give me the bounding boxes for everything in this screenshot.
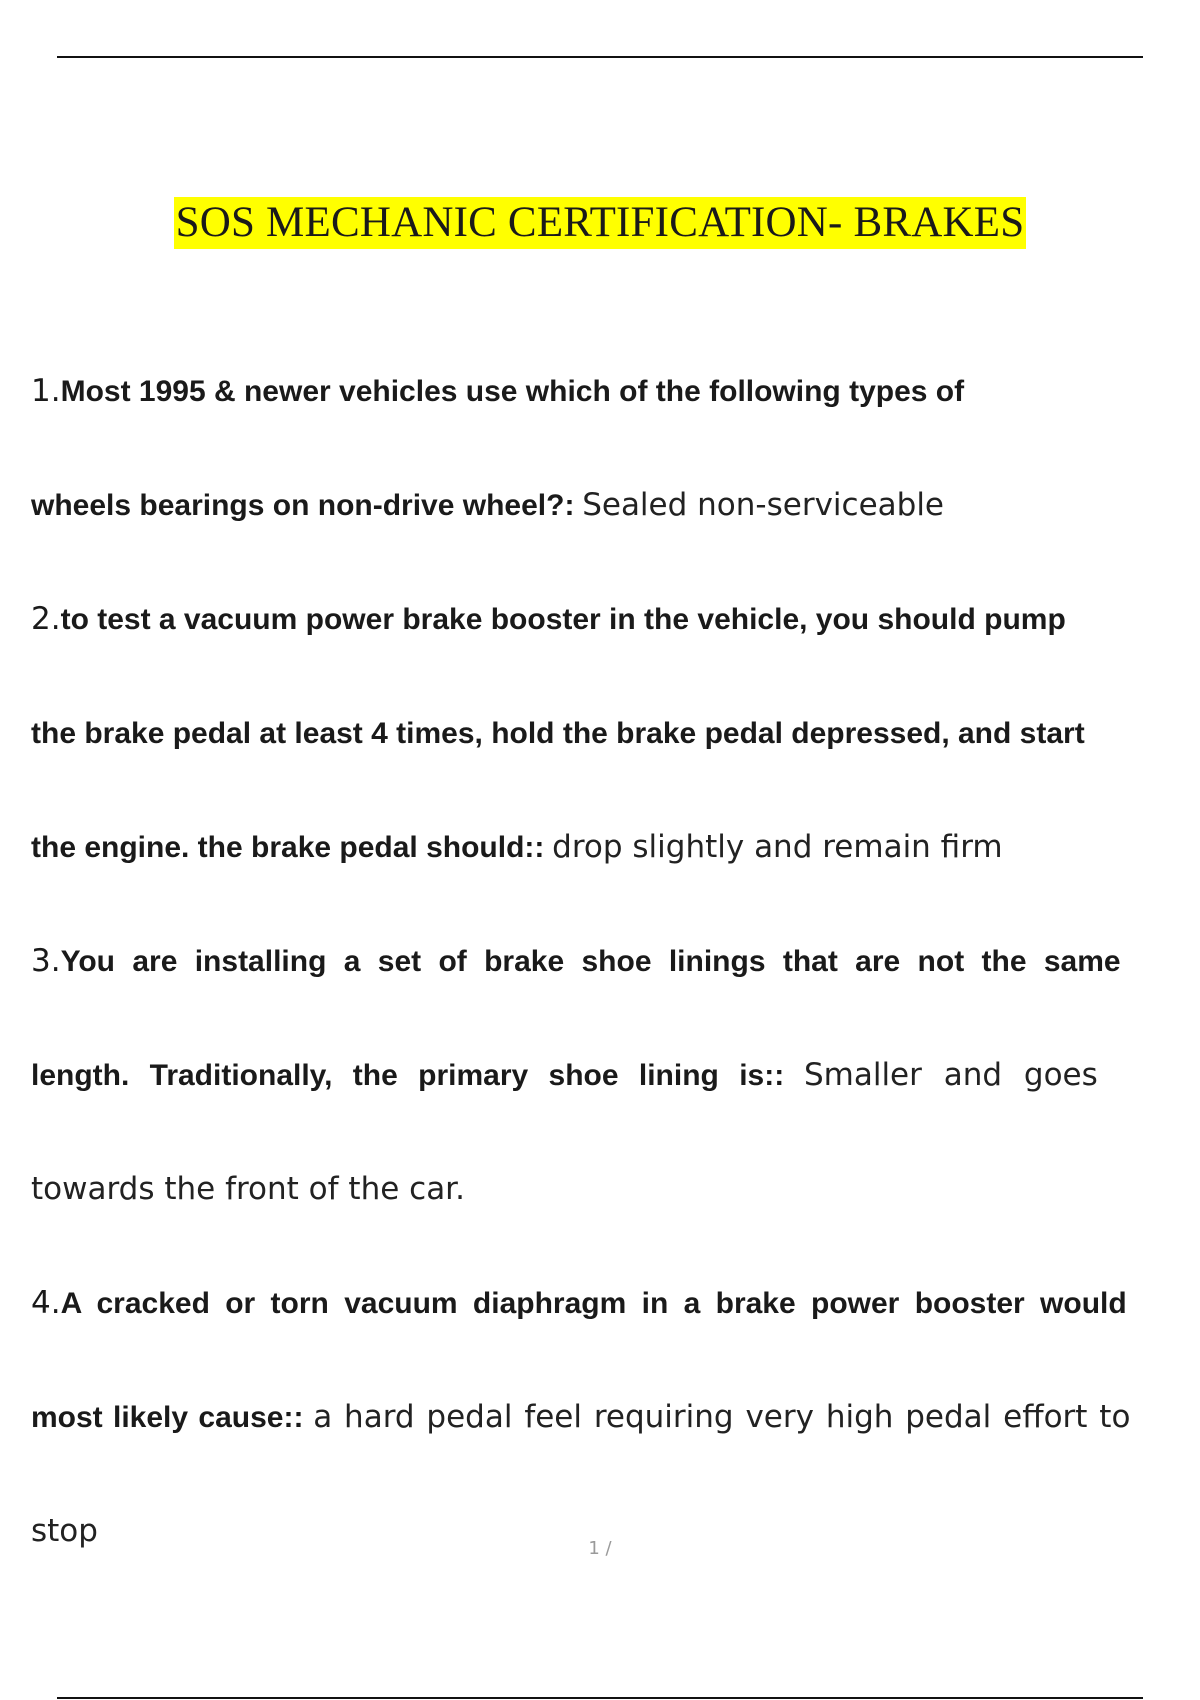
questions-list <box>31 334 1200 1588</box>
question-number: 3. <box>31 943 61 979</box>
title-container <box>0 197 1200 249</box>
question-text: to test a vacuum power brake booster in the vehicle, you should pump <box>60 603 1066 636</box>
question-number: 4. <box>31 1285 61 1321</box>
answer-text: stop <box>31 1513 98 1549</box>
question-text: length. Traditionally, the primary shoe lining is:: <box>31 1059 785 1092</box>
answer-text: towards the front of the car. <box>31 1171 465 1207</box>
question-text: the brake pedal at least 4 times, hold the brake pedal depressed, and start <box>31 717 1085 750</box>
question-number: 1. <box>31 373 61 409</box>
document-title: SOS MECHANIC CERTIFICATION- BRAKES <box>174 197 1027 249</box>
question-item-4 <box>31 1246 1200 1588</box>
question-text: wheels bearings on non-drive wheel?: <box>31 489 575 522</box>
page-number: 1 / <box>588 1538 612 1559</box>
question-text: Most 1995 & newer vehicles use which of the following types of <box>60 375 965 408</box>
question-item-1 <box>31 334 1200 562</box>
question-number: 2. <box>31 601 61 637</box>
bottom-rule <box>57 1697 1143 1699</box>
top-rule <box>57 56 1143 58</box>
question-text: the engine. the brake pedal should:: <box>31 831 545 864</box>
question-text: A cracked or torn vacuum diaphragm in a brake power booster would <box>60 1287 1127 1320</box>
answer-text: a hard pedal feel requiring very high pedal effort to <box>313 1399 1131 1435</box>
question-item-3 <box>31 904 1200 1246</box>
question-item-2 <box>31 562 1200 904</box>
question-text: most likely cause:: <box>31 1401 304 1434</box>
question-text: You are installing a set of brake shoe linings that are not the same <box>60 945 1121 978</box>
answer-text: drop slightly and remain firm <box>552 829 1003 865</box>
answer-text: Sealed non-serviceable <box>582 487 945 523</box>
answer-text: Smaller and goes <box>803 1057 1098 1093</box>
